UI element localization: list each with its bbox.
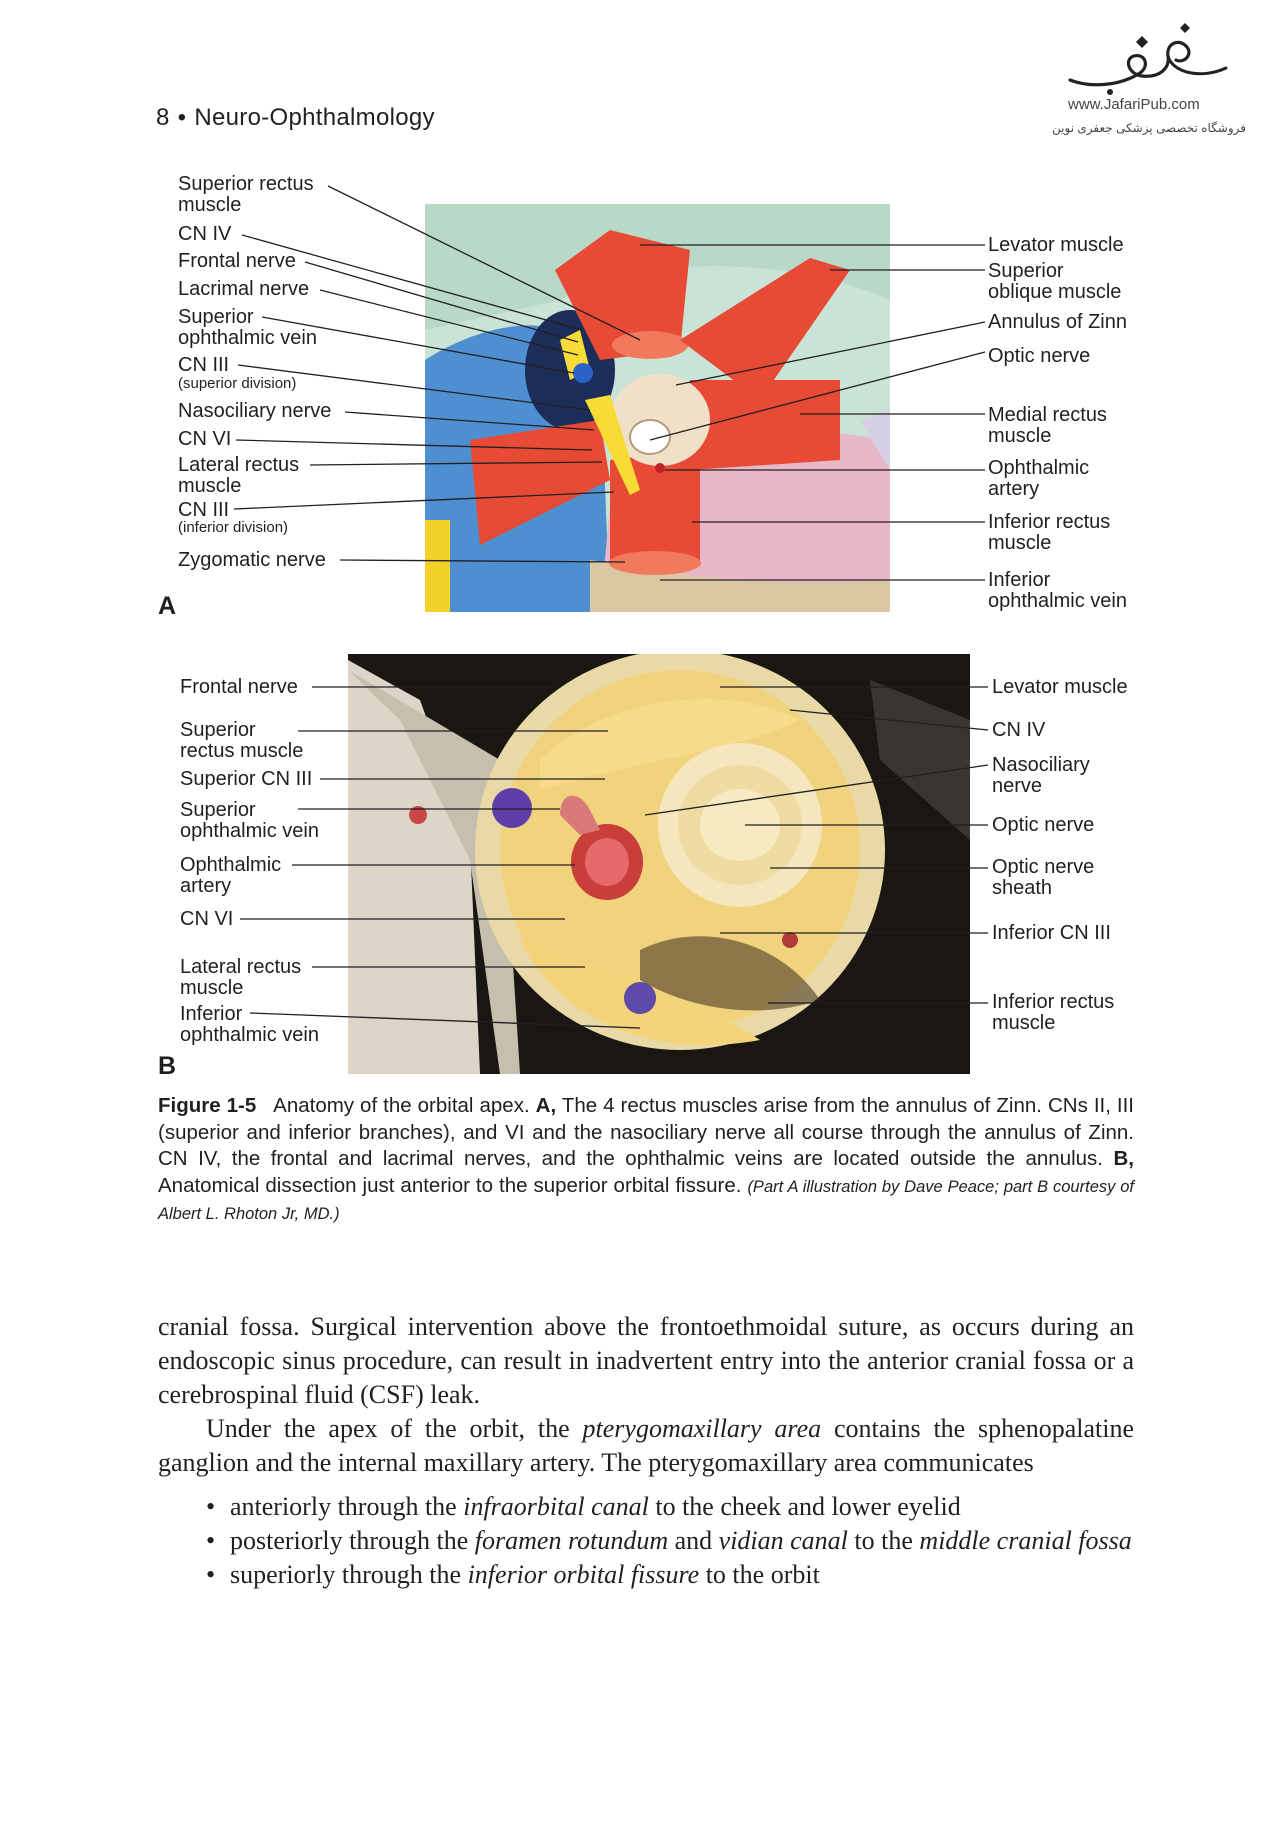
figure-caption — [158, 1093, 1134, 1228]
fig-b-label-optic-nerve-sheath: Optic nerve sheath — [992, 856, 1095, 899]
caption-part-a-text: The 4 rectus muscles arise from the annulus of Zinn. CNs II, III (superior and inferior branches), and VI and the nasociliary nerve all course through the annulus of Zinn. CN IV, the frontal and lacrimal nerves, and the ophthalmic veins are located outside the annulus. — [158, 1094, 1134, 1170]
fig-a-label-cn-iii-superior-sub: (superior division) — [178, 375, 297, 392]
body-paragraph-2 — [158, 1412, 1134, 1480]
fig-b-label-cn-vi: CN VI — [180, 908, 234, 930]
body-p2-term: pterygomaxillary area — [582, 1414, 822, 1443]
fig-a-label-inferior-rectus: Inferior rectus muscle — [988, 511, 1111, 554]
fig-b-label-frontal-nerve: Frontal nerve — [180, 676, 298, 698]
caption-part-b-text: Anatomical dissection just anterior to the superior orbital fissure. — [158, 1173, 742, 1197]
bullet-0-pre: anteriorly through the — [230, 1492, 464, 1521]
fig-b-label-superior-rectus: Superior rectus muscle — [180, 719, 304, 762]
list-item — [230, 1524, 1134, 1558]
fig-a-label-superior-oblique: Superior oblique muscle — [988, 260, 1122, 303]
fig-a-label-medial-rectus: Medial rectus muscle — [988, 404, 1107, 447]
fig-a-label-nasociliary-nerve: Nasociliary nerve — [178, 400, 332, 422]
fig-a-label-superior-ophthalmic-vein: Superior ophthalmic vein — [178, 306, 317, 349]
fig-b-label-nasociliary-nerve: Nasociliary nerve — [992, 754, 1090, 797]
list-item — [230, 1558, 1134, 1592]
fig-a-label-inferior-ophthalmic-vein: Inferior ophthalmic vein — [988, 569, 1127, 612]
fig-a-label-frontal-nerve: Frontal nerve — [178, 250, 296, 272]
fig-a-label-optic-nerve: Optic nerve — [988, 345, 1091, 367]
fig-a-label-zygomatic-nerve: Zygomatic nerve — [178, 549, 326, 571]
bullet-1-mid2: to the — [847, 1526, 920, 1555]
bullet-0-post: to the cheek and lower eyelid — [648, 1492, 961, 1521]
fig-a-label-cn-iv: CN IV — [178, 223, 232, 245]
page-number: 8 — [156, 104, 170, 131]
fig-b-label-inferior-ophthalmic-vein: Inferior ophthalmic vein — [180, 1003, 319, 1046]
fig-b-label-optic-nerve: Optic nerve — [992, 814, 1095, 836]
caption-part-a-marker: A, — [535, 1094, 557, 1117]
bullet-1-mid: and — [668, 1526, 719, 1555]
caption-credit: (Part A illustration by Dave Peace; part B courtesy of Albert L. Rhoton Jr, MD.) — [158, 1177, 1135, 1223]
fig-b-label-inferior-rectus: Inferior rectus muscle — [992, 991, 1115, 1034]
body-p2-start: Under the apex of the orbit, the — [206, 1414, 583, 1443]
bullet-1-term2: vidian canal — [718, 1526, 848, 1555]
fig-a-label-cn-vi: CN VI — [178, 428, 232, 450]
running-title: Neuro-Ophthalmology — [194, 104, 435, 131]
fig-b-label-ophthalmic-artery: Ophthalmic artery — [180, 854, 282, 897]
watermark-persian: فروشگاه تخصصی پزشکی جعفری نوین — [1052, 121, 1246, 135]
caption-part-b-marker: B, — [1113, 1147, 1134, 1170]
fig-b-label-superior-ophthalmic-vein: Superior ophthalmic vein — [180, 799, 319, 842]
bullet-1-term: foramen rotundum — [474, 1526, 669, 1555]
body-bullet-list — [158, 1490, 1134, 1592]
fig-a-label-annulus-of-zinn: Annulus of Zinn — [988, 311, 1127, 333]
fig-a-label-lacrimal-nerve: Lacrimal nerve — [178, 278, 310, 300]
fig-b-label-cn-iv: CN IV — [992, 719, 1046, 741]
body-paragraph-1: cranial fossa. Surgical intervention above the frontoethmoidal suture, as occurs during an endoscopic sinus procedure, can result in inadvertent entry into the anterior cranial fossa or a cerebrospinal fluid (CSF) leak. — [158, 1312, 1134, 1409]
bullet-1-term3: middle cranial fossa — [919, 1526, 1132, 1555]
fig-a-label-superior-rectus: Superior rectus muscle — [178, 173, 314, 216]
bullet-0-term: infraorbital canal — [463, 1492, 649, 1521]
caption-figure-label: Figure 1-5 — [158, 1094, 257, 1117]
fig-a-label-cn-iii-superior: CN III — [178, 354, 230, 376]
fig-a-label-ophthalmic-artery: Ophthalmic artery — [988, 457, 1090, 500]
fig-b-panel-letter: B — [158, 1052, 177, 1080]
list-item — [230, 1490, 1134, 1524]
bullet-2-term: inferior orbital fissure — [467, 1560, 700, 1589]
bullet-1-pre: posteriorly through the — [230, 1526, 475, 1555]
running-head-bullet: • — [177, 104, 187, 131]
caption-title: Anatomy of the orbital apex. — [273, 1094, 530, 1117]
fig-b-label-lateral-rectus: Lateral rectus muscle — [180, 956, 302, 999]
bullet-2-pre: superiorly through the — [230, 1560, 468, 1589]
fig-b-label-inferior-cn-iii: Inferior CN III — [992, 922, 1111, 944]
fig-a-label-cn-iii-inferior: CN III — [178, 499, 230, 521]
fig-a-panel-letter: A — [158, 592, 177, 620]
fig-a-label-cn-iii-inferior-sub: (inferior division) — [178, 519, 289, 536]
fig-b-label-levator: Levator muscle — [992, 676, 1128, 698]
body-p2-end: contains the sphenopalatine ganglion and the internal maxillary artery. The pterygomaxillary area communicates — [158, 1414, 1135, 1477]
fig-a-label-levator: Levator muscle — [988, 234, 1124, 256]
fig-b-label-superior-cn-iii: Superior CN III — [180, 768, 313, 790]
body-text — [158, 1310, 1134, 1592]
fig-a-label-lateral-rectus: Lateral rectus muscle — [178, 454, 300, 497]
bullet-2-post: to the orbit — [699, 1560, 820, 1589]
watermark-url: www.JafariPub.com — [1068, 96, 1200, 113]
